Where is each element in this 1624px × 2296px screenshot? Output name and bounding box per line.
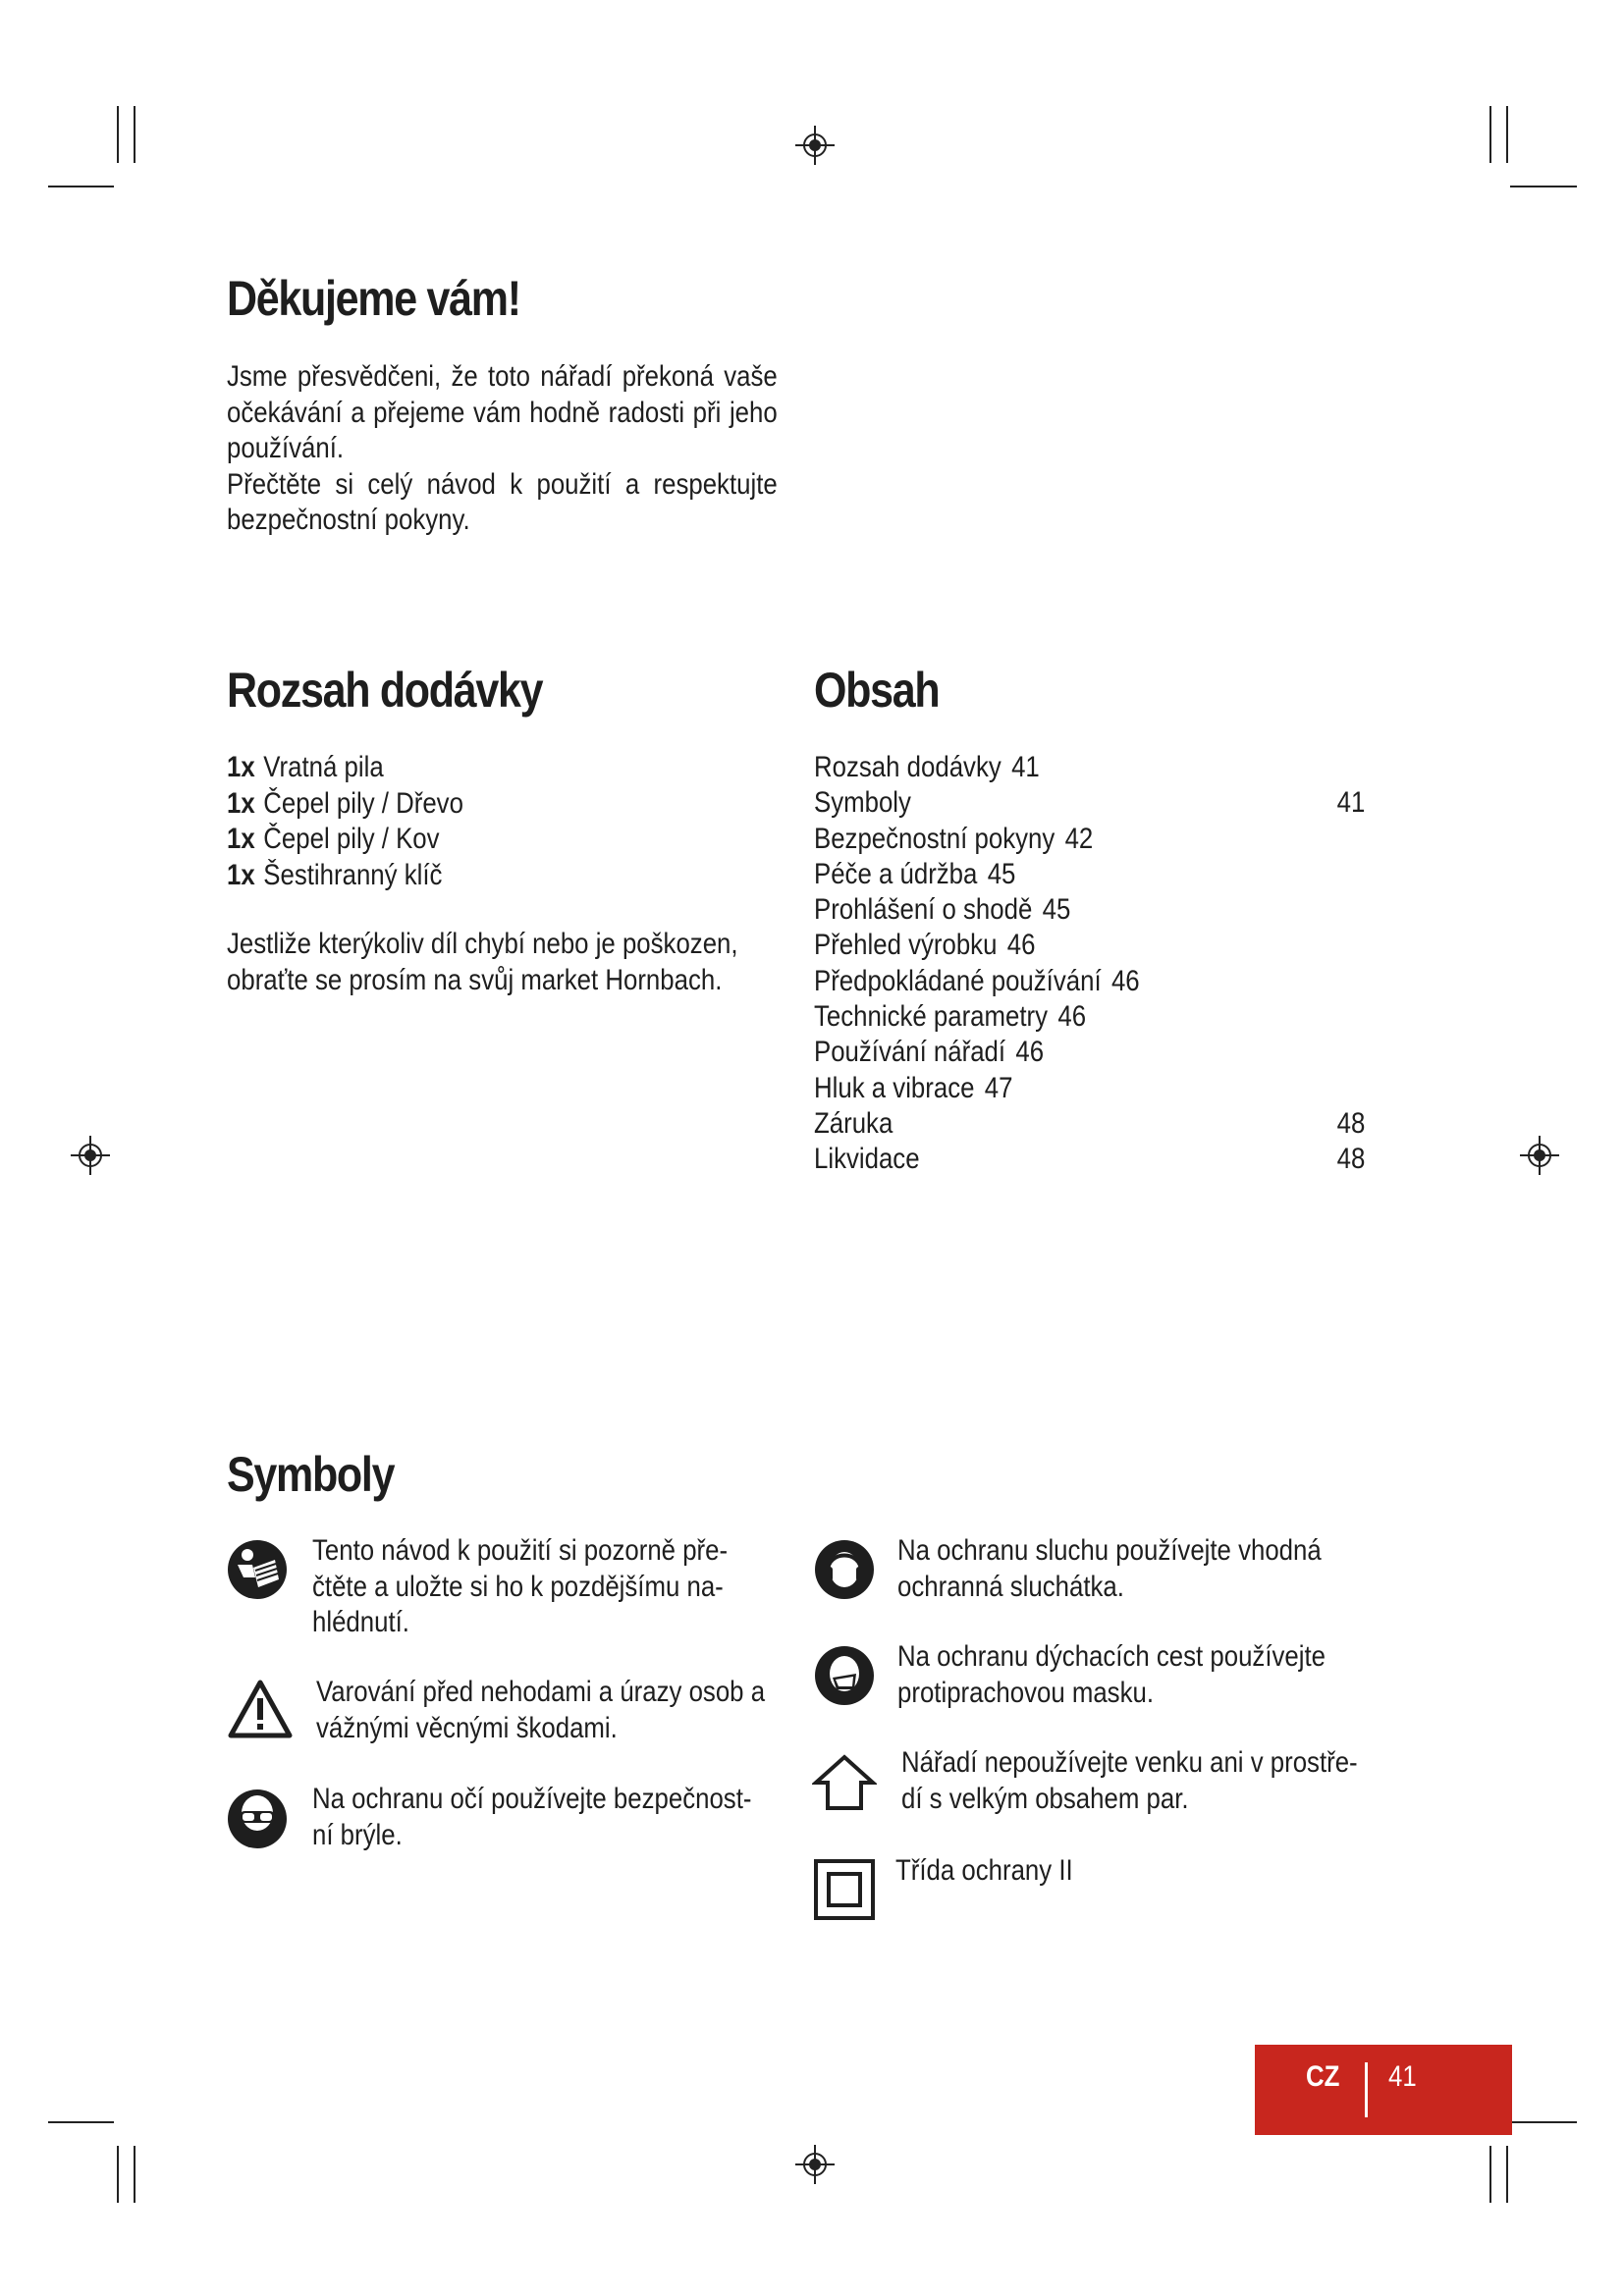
contents-item-label: Hluk a vibrace 47	[814, 1071, 1013, 1104]
contents-item-page: 48	[1336, 1143, 1365, 1176]
dust-mask-icon	[813, 1644, 876, 1707]
symbol-goggles-text: Na ochranu očí používejte bezpečnost- ní brýle.	[312, 1783, 752, 1851]
page-number: 41	[1388, 2060, 1417, 2093]
protection-class-ii-icon	[814, 1859, 875, 1920]
ear-protection-icon	[813, 1538, 876, 1601]
contents-item	[814, 964, 1365, 999]
symbol-indoor-text: Nářadí nepoužívejte venku ani v prostře- dí s velkým obsahem par.	[901, 1746, 1358, 1815]
contents-item-label: Symboly	[814, 786, 911, 820]
contents-item	[814, 750, 1365, 785]
delivery-item: 1x Čepel pily / Dřevo	[227, 786, 463, 820]
symbol-manual-text: Tento návod k použití si pozorně pře- čtěte a uložte si ho k pozdějšímu na- hlédnutí.	[312, 1534, 729, 1638]
contents-item-label: Rozsah dodávky 41	[814, 751, 1040, 783]
contents-item-label: Bezpečnostní pokyny 42	[814, 822, 1094, 855]
contents-item	[814, 822, 1365, 857]
contents-item-page: 46	[1110, 964, 1140, 997]
contents-item	[814, 857, 1365, 892]
contents-item	[814, 892, 1365, 928]
contents-item	[814, 1035, 1365, 1070]
contents-item	[814, 785, 1365, 821]
contents-item-label: Technické parametry 46	[814, 1000, 1087, 1034]
contents-item-page: 41	[1011, 751, 1040, 783]
thanks-text	[227, 359, 778, 539]
contents-item-label: Likvidace	[814, 1143, 920, 1176]
contents-item-label: Přehled výrobku 46	[814, 929, 1036, 962]
contents-item-label: Používání nářadí 46	[814, 1036, 1045, 1069]
contents-item-label: Záruka	[814, 1106, 893, 1140]
contents-title: Obsah	[814, 663, 940, 718]
contents-list	[814, 750, 1365, 1178]
symbol-ear-text: Na ochranu sluchu používejte vhodná ochranná sluchátka.	[897, 1534, 1322, 1603]
delivery-item: 1x Čepel pily / Kov	[227, 823, 440, 855]
contents-item-page: 41	[1336, 786, 1365, 820]
contents-item-page: 46	[1006, 929, 1036, 962]
warning-icon	[227, 1679, 294, 1739]
symbol-mask-text: Na ochranu dýchacích cest používejte protiprachovou masku.	[897, 1640, 1326, 1709]
thanks-paragraph-1: Jsme přesvědčeni, že toto nářadí překoná vaše očekávání a přejeme vám hodně radosti při jeho používání.	[227, 360, 778, 464]
contents-item-page: 46	[1057, 1000, 1087, 1034]
footer-divider	[1365, 2062, 1368, 2117]
delivery-list	[227, 750, 818, 893]
delivery-note: Jestliže kterýkoliv díl chybí nebo je poškozen, obraťte se prosím na svůj market Hornbach.	[227, 928, 738, 996]
contents-item-page: 47	[984, 1071, 1013, 1104]
contents-item	[814, 928, 1365, 963]
indoor-use-icon	[812, 1751, 877, 1814]
footer-tab	[1255, 2045, 1512, 2135]
read-manual-icon	[226, 1538, 289, 1601]
contents-item	[814, 999, 1365, 1035]
safety-goggles-icon	[226, 1788, 289, 1850]
delivery-item: 1x Šestihranný klíč	[227, 858, 443, 891]
contents-item	[814, 1071, 1365, 1106]
contents-item	[814, 1142, 1365, 1177]
contents-item-page: 42	[1064, 822, 1094, 855]
delivery-title: Rozsah dodávky	[227, 663, 543, 718]
contents-item-page: 48	[1336, 1106, 1365, 1140]
contents-item-label: Předpokládané používání 46	[814, 964, 1140, 997]
contents-item-label: Péče a údržba 45	[814, 857, 1016, 890]
language-code: CZ	[1306, 2060, 1340, 2093]
symbols-title: Symboly	[227, 1447, 395, 1502]
contents-item-page: 46	[1015, 1036, 1045, 1069]
thanks-title: Děkujeme vám!	[227, 271, 520, 326]
thanks-paragraph-2: Přečtěte si celý návod k použití a respektujte bezpečnostní pokyny.	[227, 467, 778, 536]
symbol-warning-text: Varování před nehodami a úrazy osob a vážnými věcnými škodami.	[316, 1676, 766, 1744]
contents-item-label: Prohlášení o shodě 45	[814, 893, 1071, 927]
contents-item-page: 45	[1042, 893, 1071, 927]
contents-item-page: 45	[987, 857, 1016, 890]
delivery-item: 1x Vratná pila	[227, 751, 384, 783]
contents-item	[814, 1106, 1365, 1142]
symbol-class2-text: Třída ochrany II	[895, 1854, 1073, 1887]
